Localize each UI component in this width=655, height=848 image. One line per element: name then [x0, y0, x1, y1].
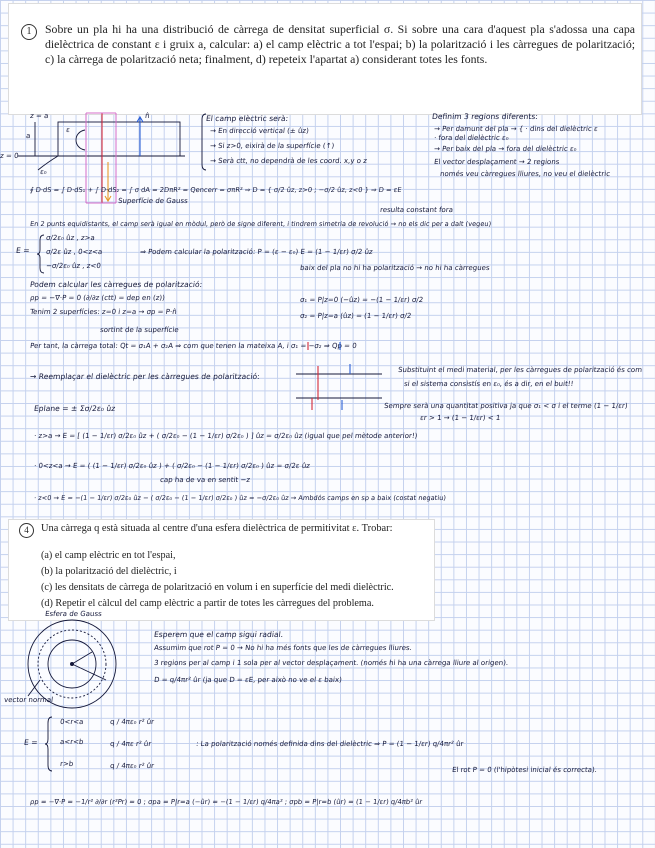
- rho-line: ρp = −∇·P = 0 (∂/∂z (ctt) = dep en (z)): [29, 294, 166, 302]
- replace-note-2: si el sistema consistís en ε₀, és a dir, en el buit!!: [403, 380, 574, 388]
- case-z-gt-a: · z>a → E = [ (1 − 1/εr) σ/2ε₀ ûz + ( σ/2ε₀ − (1 − 1/εr) σ/2ε₀ ) ] ûz = σ/2ε₀ ûz (igual que pel mètode anterior!): [33, 432, 418, 440]
- charges-title: Podem calcular les càrregues de polarització:: [29, 280, 203, 289]
- notes4-line-4: D = q/4πr² ûr (ja que D = εE, per això no ve el ε baix): [153, 676, 343, 684]
- problem-4-card: [8, 519, 435, 621]
- E-case-2: σ/2ε ûz , 0<z<a: [45, 248, 103, 256]
- E-sphere-case-2-range: a<r<b: [59, 738, 84, 746]
- radius-a: [72, 652, 92, 664]
- sphere-diagram: [10, 610, 150, 710]
- regions-note-2: només veu càrregues lliures, no veu el dielèctric: [439, 170, 611, 178]
- problem-4-item-b: (b) la polarització del dielèctric, i: [41, 566, 177, 577]
- E-case-3: −σ/2ε₀ ûz , z<0: [45, 262, 102, 270]
- problem-4-item-d: (d) Repetir el càlcul del camp elèctric a partir de totes les càrregues del problema.: [41, 598, 374, 609]
- E-sphere-brace: [44, 716, 54, 772]
- sigma-note: sortint de la superfície: [99, 326, 180, 334]
- net-charge: Per tant, la càrrega total: Qt = σ₁A + σ₂A ⇒ com que tenen la mateixa A, i σ₁ = −σ₂ ⇒ Qp = 0: [29, 342, 358, 350]
- E-symbol: E =: [15, 246, 31, 255]
- polarization-text: ⇒ Podem calcular la polarització: P = (ε − ε₀) E = (1 − 1/εr) σ/2 ûz: [139, 248, 374, 256]
- field-line-1: → En direcció vertical (± ûz): [209, 127, 310, 135]
- problem-1-number: 1: [21, 24, 37, 40]
- E-case-1: σ/2ε₀ ûz , z>a: [45, 234, 96, 242]
- bracket: [76, 130, 85, 150]
- label-z-a: z = a: [29, 112, 49, 120]
- problem-4-text: Una càrrega q està situada al centre d'una esfera dielèctrica de permitivitat ε. Trobar:: [41, 523, 393, 534]
- problem-4-number: 4: [19, 523, 34, 538]
- E-sphere-case-2-value: q / 4πε r² ûr: [109, 740, 152, 748]
- regions-line-1: → Per damunt del pla → { · dins del dielèctric ε: [433, 125, 599, 133]
- problem-4-item-a: (a) el camp elèctric en tot l'espai,: [41, 550, 176, 561]
- sigma-1: σ₁ = P|z=0 (−ûz) = −(1 − 1/εr) σ/2: [299, 296, 424, 304]
- normal-vector: [28, 680, 40, 696]
- E-sphere-symbol: E =: [23, 738, 39, 747]
- gauss-note: resulta constant fora: [379, 206, 454, 214]
- label-gauss-surface: Superfície de Gauss: [117, 197, 189, 205]
- notes4-line-3: 3 regions per al camp i 1 sola per al vector desplaçament. (només hi ha una càrrega lliure al origen).: [153, 659, 509, 667]
- label-n-hat: n̂: [144, 112, 150, 120]
- notes4-line-2: Assumim que rot P = 0 → No hi ha més fonts que les de càrregues lliures.: [153, 644, 413, 652]
- charge-point: [70, 662, 74, 666]
- regions-title: Definim 3 regions diferents:: [431, 112, 539, 121]
- polarization-note: baix del pla no hi ha polarització → no hi ha càrregues: [299, 264, 490, 272]
- E-sphere-case-1-range: 0<r<a: [59, 718, 84, 726]
- label-eps0: ε₀: [39, 168, 48, 176]
- E-sphere-case-1-value: q / 4πε₀ r² ûr: [109, 718, 155, 726]
- label-z-0: z = 0: [0, 152, 19, 160]
- replace-text: → Reemplaçar el dielèctric per les càrregues de polarització:: [29, 372, 261, 381]
- gauss-sphere-label: Esfera de Gauss: [44, 610, 103, 618]
- problem-1-text: Sobre un pla hi ha una distribució de càrrega de densitat superficial σ. Si sobre una cara d'aquest pla s'adossa una capa dielèctrica de constant ε i gruix a, calcular: a) el camp elèctric a tot l'espai; b) la polarització i les càrregues de polarització; c) la càrrega de polarització neta; finalment, d) repeteix l'apartat a) considerant totes les fonts.: [45, 22, 635, 67]
- rot-note: El rot P = 0 (l'hipòtesi inicial és correcta).: [451, 766, 598, 774]
- sum-note-2: εr > 1 → (1 − 1/εr) < 1: [419, 414, 501, 422]
- case-z-mid-note: cap ha de va en sentit −z: [159, 476, 251, 484]
- vector-normal-label: vector normal: [3, 696, 54, 704]
- replace-note-1: Substituint el medi material, per les càrregues de polarització és com: [397, 366, 643, 374]
- label-eps: ε: [65, 126, 71, 134]
- problem-4-item-c: (c) les densitats de càrrega de polarització en volum i en superfície del medi dielèctric.: [41, 582, 394, 593]
- E-plane: Eplane = ± Σσ/2ε₀ ûz: [33, 404, 116, 413]
- field-line-3: → Serà ctt, no dependrà de les coord. x,y o z: [209, 157, 368, 165]
- sigma-2: σ₂ = P|z=a (ûz) = (1 − 1/εr) σ/2: [299, 312, 412, 320]
- E-brace: [36, 234, 46, 274]
- net-charge-arrows: [300, 340, 380, 352]
- regions-line-2: · fora del dielèctric ε₀: [433, 134, 510, 142]
- problem-1-card: [8, 3, 642, 115]
- E-sphere-case-3-range: r>b: [59, 760, 74, 768]
- sum-note: Sempre serà una quantitat positiva ja que σ₁ < σ i el terme (1 − 1/εr): [383, 402, 629, 410]
- field-bracket: [200, 112, 210, 172]
- two-points-text: En 2 punts equidistants, el camp serà igual en mòdul, però de signe diferent, i tindrem simetria de revolució → no els dic per a dalt (vegeu): [29, 220, 492, 228]
- E-sphere-case-3-value: q / 4πε₀ r² ûr: [109, 762, 155, 770]
- field-title: El camp elèctric serà:: [205, 114, 289, 123]
- field-line-2: → Si z>0, eixirà de la superfície (↑): [209, 142, 335, 150]
- sigma-line: Tenim 2 superfícies: z=0 i z=a → σp = P·n̂: [29, 308, 178, 316]
- regions-note: El vector desplaçament → 2 regions: [433, 158, 560, 166]
- gauss-equation: ∮ D·dS = ∫ D·dS₁ + ∫ D·dS₂ = ∫ σ dA = 2DπR² = Qencerr = σπR² ⇒ D = { σ/2 ûz, z>0 ; −σ/2 ûz, z<0 } ⇒ D = εE: [29, 186, 402, 194]
- replace-diagram: [292, 360, 388, 412]
- regions-line-3: → Per baix del pla → fora del dielèctric ε₀: [433, 145, 577, 153]
- label-a: a: [25, 132, 31, 140]
- sphere-polar-text: : La polarització només definida dins del dielèctric ⇒ P = (1 − 1/εr) q/4πr² ûr: [195, 740, 464, 748]
- notes4-line-1: Esperem que el camp sigui radial.: [153, 630, 284, 639]
- case-z-lt-0: · z<0 → E = −(1 − 1/εr) σ/2ε₀ ûz − ( σ/2ε₀ − (1 − 1/εr) σ/2ε₀ ) ûz = −σ/2ε₀ ûz → Ambdós camps en sp a baix (costat negatiu): [33, 494, 447, 502]
- radius-b: [72, 664, 106, 680]
- final-equation: ρp = −∇·P = −1/r² ∂/∂r (r²Pr) = 0 ; σpa = P|r=a (−ûr) = −(1 − 1/εr) q/4πa² ; σpb = P|r=b (ûr) = (1 − 1/εr) q/4πb² ûr: [29, 798, 423, 806]
- case-z-mid: · 0<z<a → E = ( (1 − 1/εr) σ/2ε₀ ûz ) + ( σ/2ε₀ − (1 − 1/εr) σ/2ε₀ ) ûz = σ/2ε ûz: [33, 462, 311, 470]
